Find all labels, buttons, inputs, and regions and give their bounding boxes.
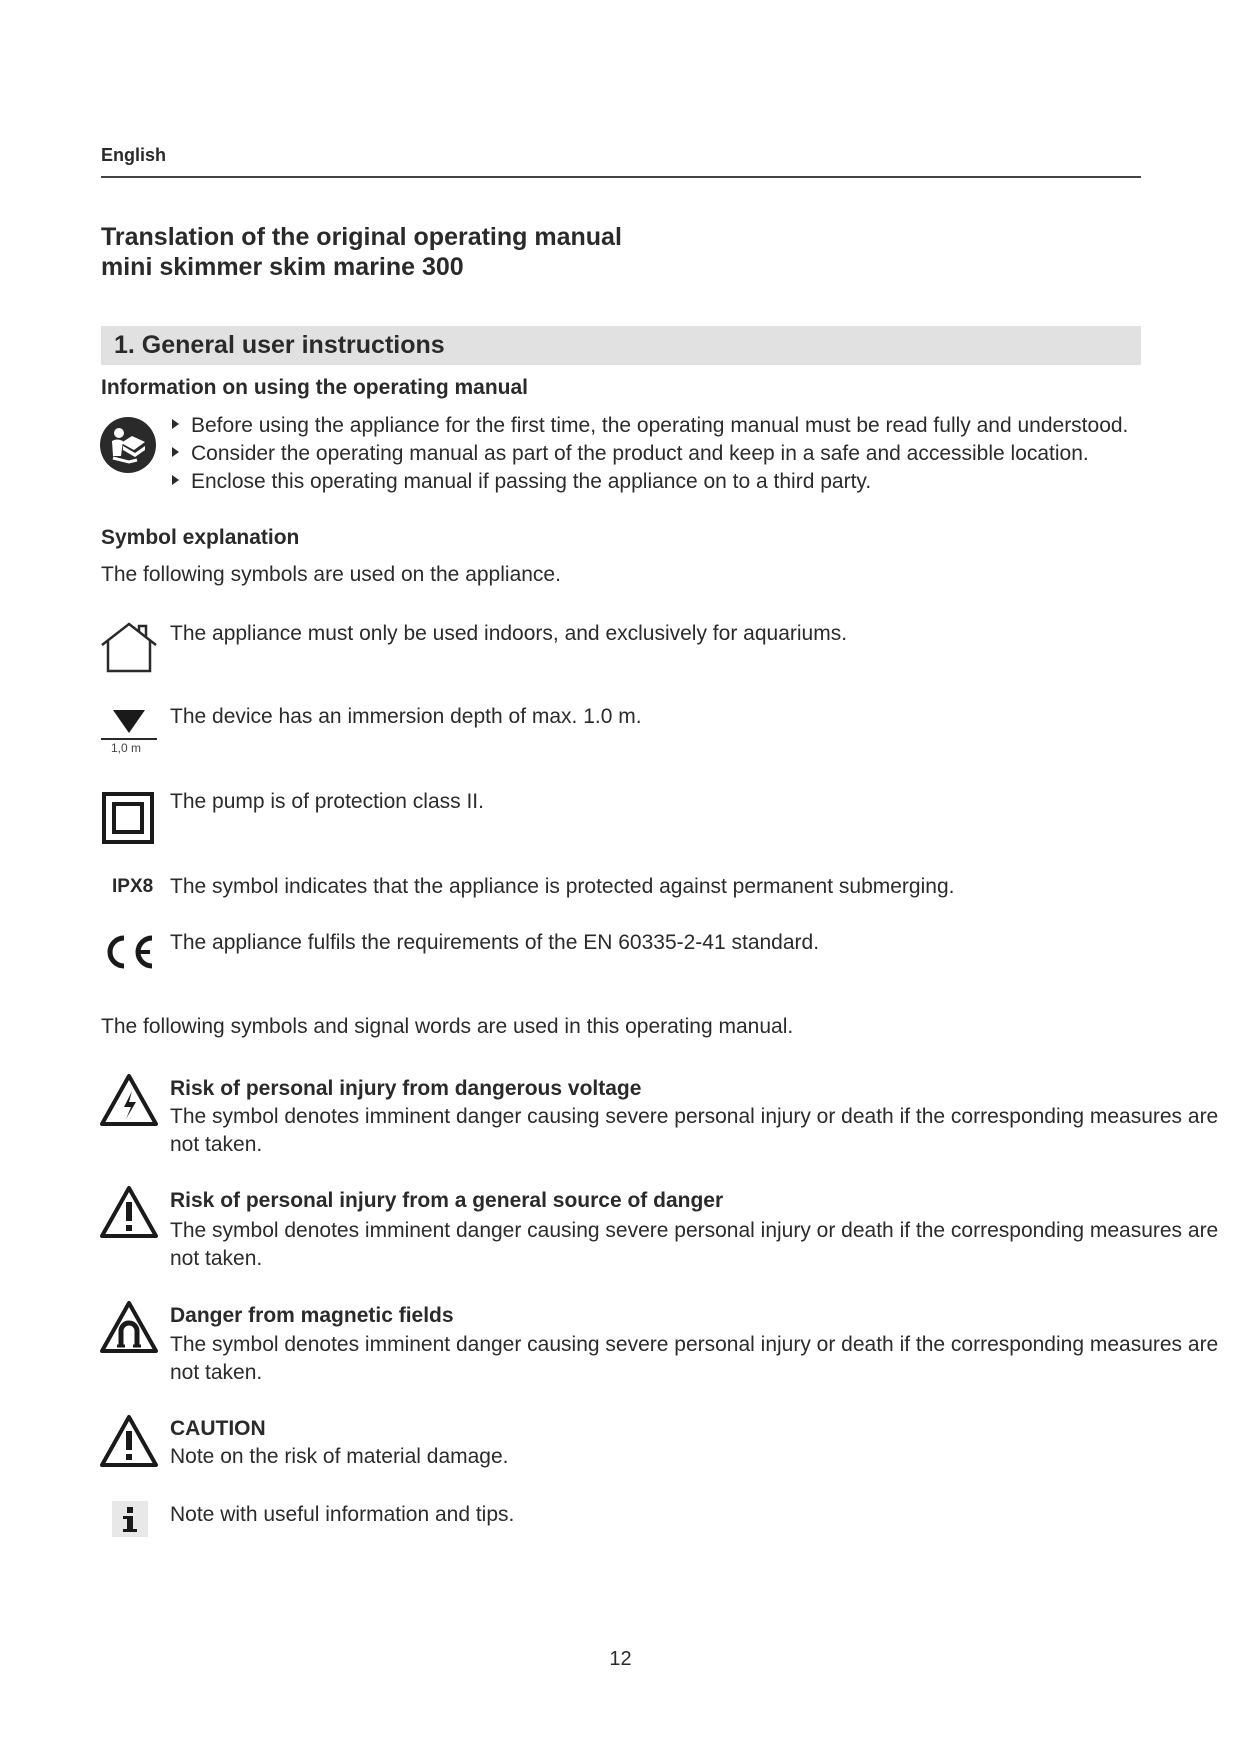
warning-title: Risk of personal injury from dangerous voltage <box>170 1077 642 1100</box>
read-manual-icon <box>99 416 157 474</box>
header-rule <box>101 176 1141 178</box>
indoor-text: The appliance must only be used indoors, and exclusively for aquariums. <box>170 622 848 645</box>
title-line-2: mini skimmer skim marine 300 <box>101 253 464 281</box>
depth-text: The device has an immersion depth of max. 1.0 m. <box>170 705 642 728</box>
bullet-item: Consider the operating manual as part of the product and keep in a safe and accessible location. <box>172 442 1089 466</box>
class2-text: The pump is of protection class II. <box>170 790 484 813</box>
warning-title: Risk of personal injury from a general source of danger <box>170 1189 724 1212</box>
title-line-1: Translation of the original operating manual <box>101 223 622 251</box>
house-icon <box>99 621 159 673</box>
manual-intro: The following symbols and signal words are used in this operating manual. <box>101 1015 794 1038</box>
bullet-item: Enclose this operating manual if passing the appliance on to a third party. <box>172 470 871 494</box>
magnetic-field-warning-icon <box>99 1300 159 1354</box>
page-number: 12 <box>609 1648 632 1670</box>
ce-text: The appliance fulfils the requirements of the EN 60335-2-41 standard. <box>170 931 820 954</box>
caution-warning-icon <box>99 1414 159 1468</box>
bullet-item: Before using the appliance for the first time, the operating manual must be read fully and understood. <box>172 414 1128 438</box>
info-icon <box>112 1501 148 1537</box>
language-label: English <box>101 145 167 165</box>
ipx-text: The symbol indicates that the appliance is protected against permanent submerging. <box>170 875 955 898</box>
caution-title: CAUTION <box>170 1417 266 1440</box>
section-title: 1. General user instructions <box>114 331 445 359</box>
general-warning-icon <box>99 1185 159 1239</box>
ce-mark-icon <box>102 932 156 972</box>
document-title <box>101 222 622 282</box>
warning-text: The symbol denotes imminent danger causing severe personal injury or death if the corresponding measures are not taken. <box>170 1219 1219 1270</box>
symbol-heading: Symbol explanation <box>101 526 300 549</box>
high-voltage-warning-icon <box>99 1073 159 1127</box>
warning-title: Danger from magnetic fields <box>170 1304 454 1327</box>
caution-text: Note on the risk of material damage. <box>170 1445 509 1468</box>
symbol-intro: The following symbols are used on the appliance. <box>101 563 561 586</box>
protection-class-ii-icon <box>102 792 154 844</box>
depth-icon-label: 1,0 m <box>111 741 142 755</box>
ipx8-icon: IPX8 <box>112 876 154 897</box>
warning-text: The symbol denotes imminent danger causing severe personal injury or death if the corresponding measures are not taken. <box>170 1333 1219 1384</box>
info-heading: Information on using the operating manual <box>101 376 529 399</box>
info-note: Note with useful information and tips. <box>170 1503 515 1526</box>
warning-text: The symbol denotes imminent danger causing severe personal injury or death if the corresponding measures are not taken. <box>170 1105 1219 1156</box>
